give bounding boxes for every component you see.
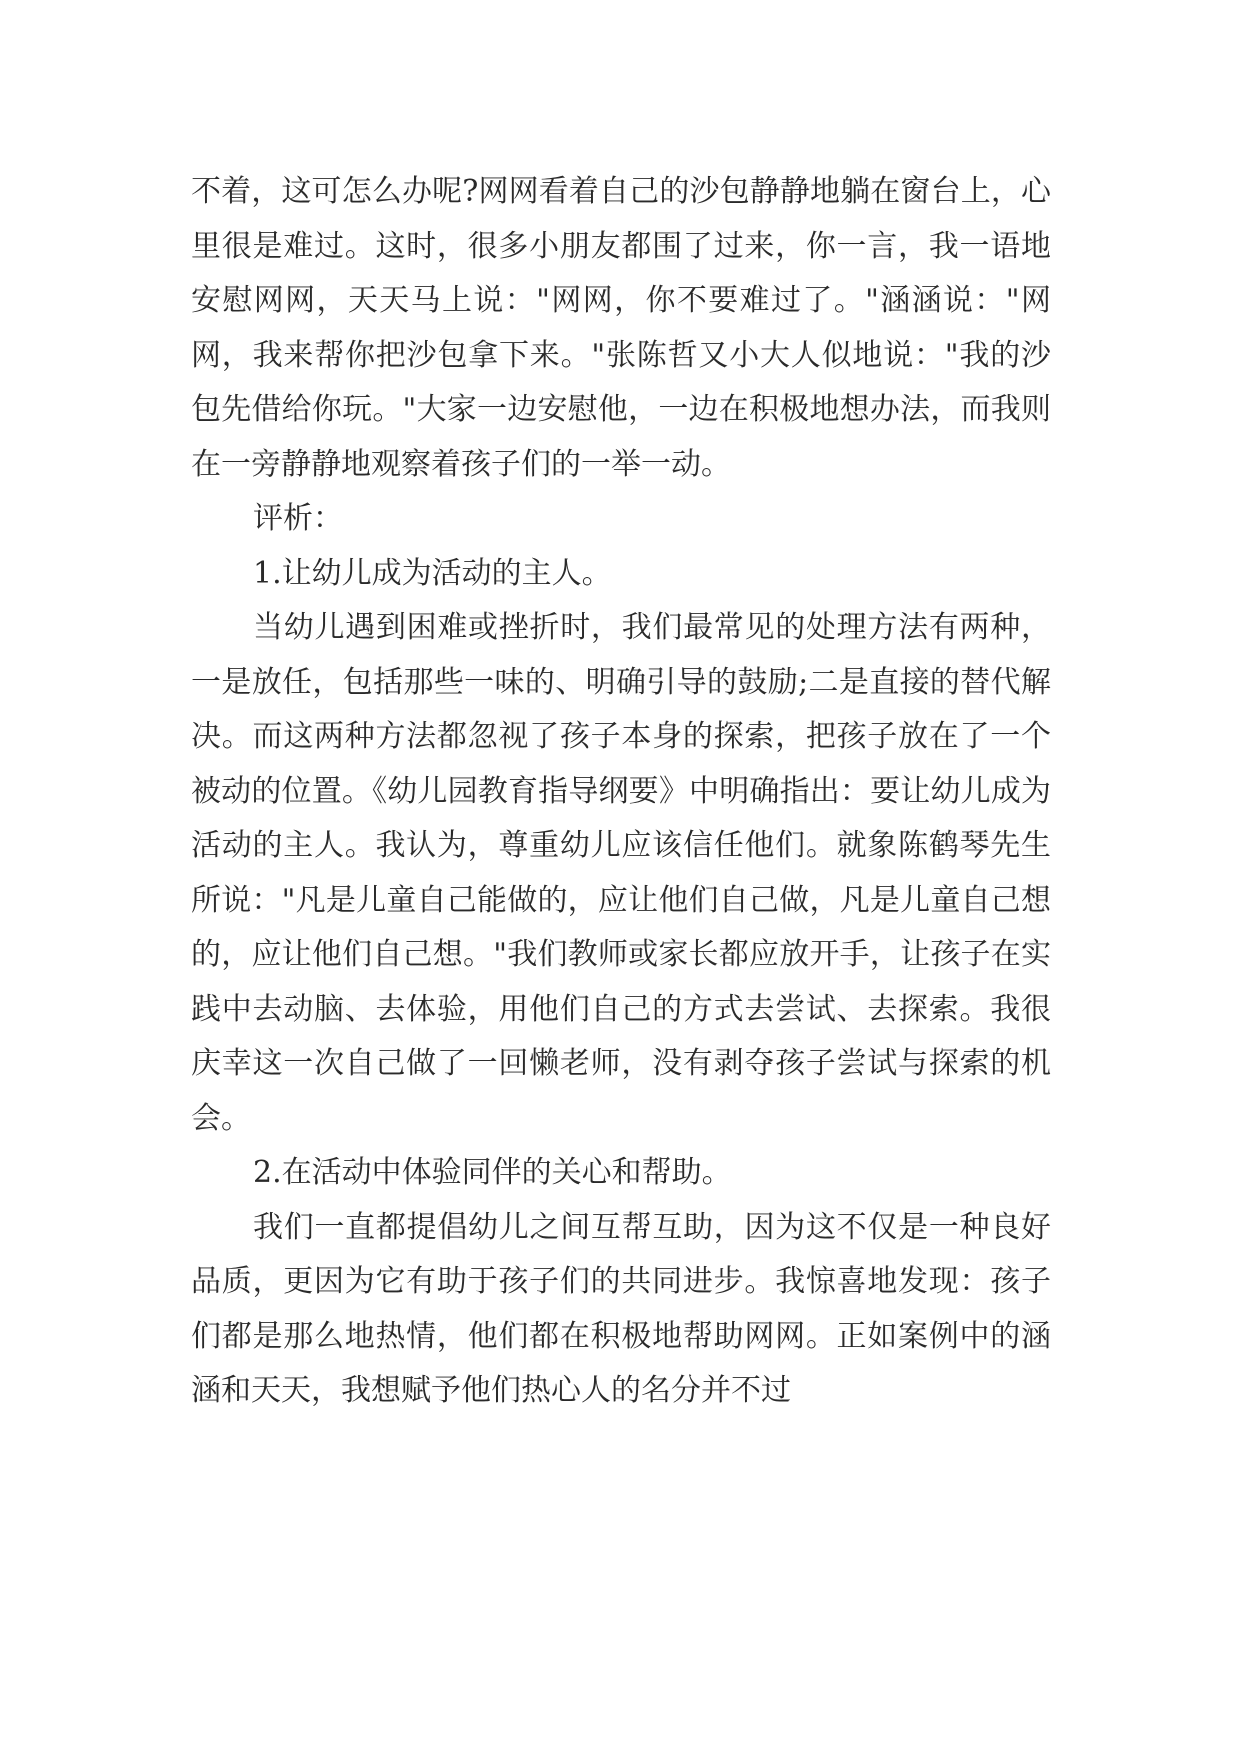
paragraph-analysis-2: 我们一直都提倡幼儿之间互帮互助，因为这不仅是一种良好品质，更因为它有助于孩子们的共同进步。我惊喜地发现：孩子们都是那么地热情，他们都在积极地帮助网网。正如案例中的涵涵和天天，我想赋予他们热心人的名分并不过: [191, 1209, 1051, 1408]
subheading-2: 2.在活动中体验同伴的关心和帮助。: [253, 1155, 732, 1190]
section-heading-analysis: 评析：: [253, 501, 343, 536]
paragraph-analysis-1: 当幼儿遇到困难或挫折时，我们最常见的处理方法有两种，一是放任，包括那些一味的、明确引导的鼓励;二是直接的替代解决。而这两种方法都忽视了孩子本身的探索，把孩子放在了一个被动的位置。《幼儿园教育指导纲要》中明确指出：要让幼儿成为活动的主人。我认为，尊重幼儿应该信任他们。就象陈鹤琴先生所说："凡是儿童自己能做的，应让他们自己做，凡是儿童自己想的，应让他们自己想。"我们教师或家长都应放开手，让孩子在实践中去动脑、去体验，用他们自己的方式去尝试、去探索。我很庆幸这一次自己做了一回懒老师，没有剥夺孩子尝试与探索的机会。: [191, 610, 1051, 1136]
subheading-1: 1.让幼儿成为活动的主人。: [253, 555, 612, 591]
paragraph-continued: 不着，这可怎么办呢?网网看着自己的沙包静静地躺在窗台上，心里很是难过。这时，很多小朋友都围了过来，你一言，我一语地安慰网网，天天马上说："网网，你不要难过了。"涵涵说："网网，我来帮你把沙包拿下来。"张陈哲又小大人似地说："我的沙包先借给你玩。"大家一边安慰他，一边在积极地想办法，而我则在一旁静静地观察着孩子们的一举一动。: [191, 174, 1051, 482]
document-body: [191, 165, 1051, 1419]
